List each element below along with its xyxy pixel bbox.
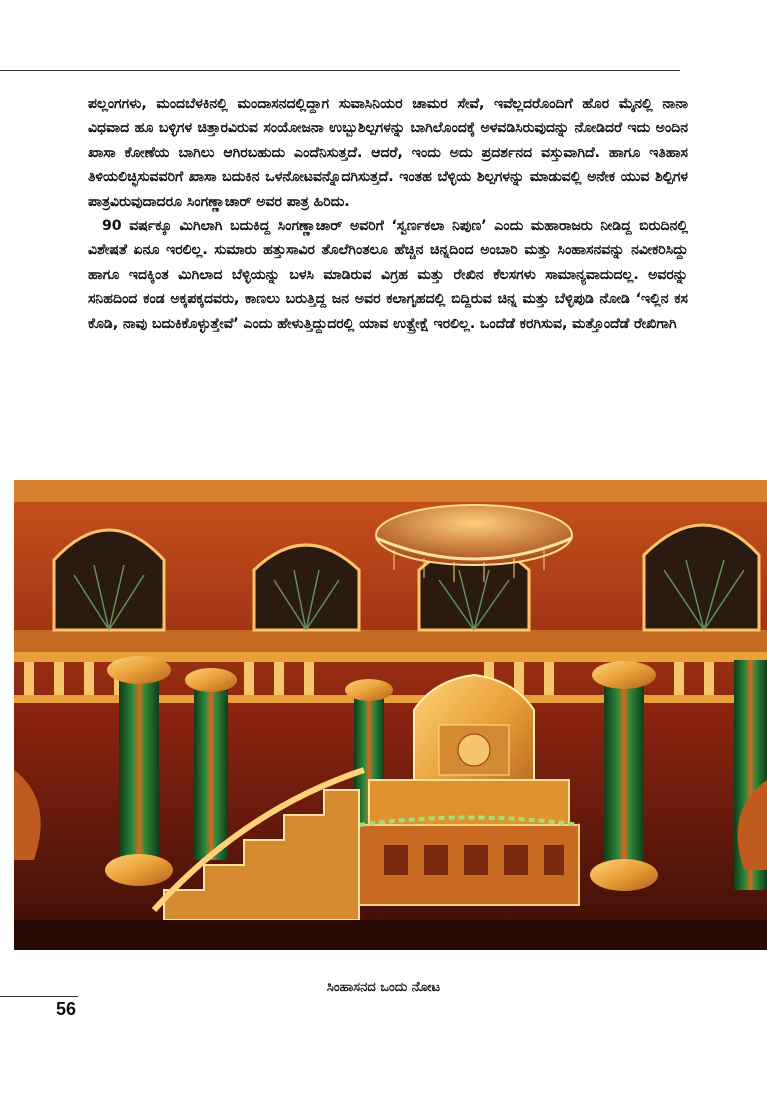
photo-caption: ಸಿಂಹಾಸನದ ಒಂದು ನೋಟ [326, 980, 441, 995]
footer-divider [0, 996, 78, 997]
page-number: 56 [56, 999, 77, 1019]
paragraph-2: 90 ವರ್ಷಕ್ಕೂ ಮಿಗಿಲಾಗಿ ಬದುಕಿದ್ದ ಸಿಂಗಣ್ಣಾಚಾರ್ ಅವರಿಗೆ ‘ಸ್ವರ್ಣಕಲಾ ನಿಪುಣ’ ಎಂದು ಮಹಾರಾಜರು ನೀಡಿದ್ದ ಬಿರುದಿನಲ್ಲಿ ವಿಶೇಷತೆ ಏನೂ ಇರಲಿಲ್ಲ. ಸುಮಾರು ಹತ್ತುಸಾವಿರ ತೊಲೆಗಿಂತಲೂ ಹೆಚ್ಚಿನ ಚಿನ್ನದಿಂದ ಅಂಬಾರಿ ಮತ್ತು ಸಿಂಹಾಸನವನ್ನು ನವೀಕರಿಸಿದ್ದು ಹಾಗೂ ಇದಕ್ಕಿಂತ ಮಿಗಿಲಾದ ಬೆಳ್ಳಿಯನ್ನು ಬಳಸಿ ಮಾಡಿರುವ ವಿಗ್ರಹ ಮತ್ತು ರೇಖಿನ ಕೆಲಸಗಳು ಸಾಮಾನ್ಯವಾದುದಲ್ಲ. ಅವರನ್ನು ಸನಿಹದಿಂದ ಕಂಡ ಅಕ್ಕಪಕ್ಕದವರು, ಕಾಣಲು ಬರುತ್ತಿದ್ದ ಜನ ಅವರ ಕಲಾಗೃಹದಲ್ಲಿ ಬಿದ್ದಿರುವ ಚಿನ್ನ ಮತ್ತು ಬೆಳ್ಳಿಪುಡಿ ನೋಡಿ ‘ಇಲ್ಲಿನ ಕಸ ಕೊಡಿ, ನಾವು ಬದುಕಿಕೊಳ್ಳುತ್ತೇವೆ’ ಎಂದು ಹೇಳುತ್ತಿದ್ದುದರಲ್ಲಿ ಯಾವ ಉತ್ಪ್ರೇಕ್ಷೆ ಇರಲಿಲ್ಲ. ಒಂದೆಡೆ ಕರಗಿಸುವ, ಮತ್ತೊಂದೆಡೆ ರೇಖಿಗಾಗಿ [88, 218, 688, 332]
throne-photo [14, 480, 767, 950]
paragraph-1: ಪಲ್ಲಂಗಗಳು, ಮಂದಬೆಳಕಿನಲ್ಲಿ ಮಂದಾಸನದಲ್ಲಿದ್ದಾಗ ಸುವಾಸಿನಿಯರ ಚಾಮರ ಸೇವೆ, ಇವೆಲ್ಲದರೊಂದಿಗೆ ಹೊರ ಮೈನಲ್ಲಿ ನಾನಾ ವಿಧವಾದ ಹೂ ಬಳ್ಳಿಗಳ ಚಿತ್ತಾರವಿರುವ ಸಂಯೋಜನಾ ಉಬ್ಬುಶಿಲ್ಪಗಳನ್ನು ಬಾಗಿಲೊಂದಕ್ಕೆ ಅಳವಡಿಸಿರುವುದನ್ನು ನೋಡಿದರೆ ಇದು ಅಂದಿನ ಖಾಸಾ ಕೋಣೆಯ ಬಾಗಿಲು ಆಗಿರಬಹುದು ಎಂದೆನಿಸುತ್ತದೆ. ಆದರೆ, ಇಂದು ಅದು ಪ್ರದರ್ಶನದ ವಸ್ತುವಾಗಿದೆ. ಹಾಗೂ ಇತಿಹಾಸ ತಿಳಿಯಲಿಚ್ಛಿಸುವವರಿಗೆ ಖಾಸಾ ಬದುಕಿನ ಒಳನೋಟವನ್ನೊದಗಿಸುತ್ತದೆ. ಇಂತಹ ಬೆಳ್ಳಿಯ ಶಿಲ್ಪಗಳನ್ನು ಮಾಡುವಲ್ಲಿ ಅನೇಕ ಯುವ ಶಿಲ್ಪಿಗಳ ಪಾತ್ರವಿರುವುದಾದರೂ ಸಿಂಗಣ್ಣಾಚಾರ್ ಅವರ ಪಾತ್ರ ಹಿರಿದು. [88, 96, 688, 210]
top-divider [0, 70, 680, 71]
article-body [88, 92, 688, 336]
